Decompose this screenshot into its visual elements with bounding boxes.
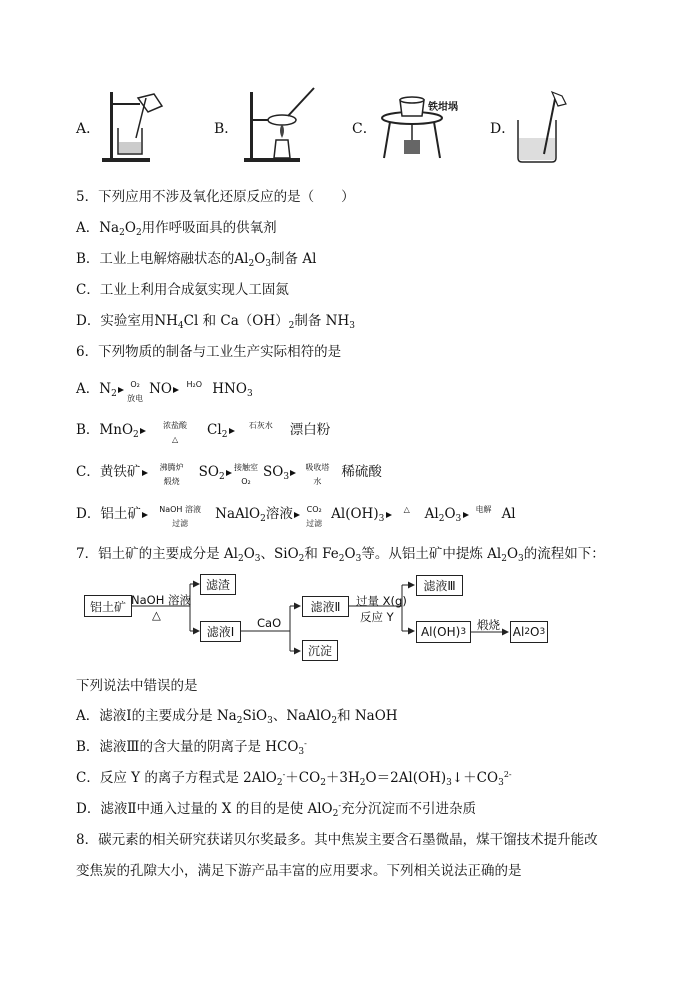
residue-box: 滤渣 xyxy=(200,574,236,595)
q5-option-d: D．实验室用$NH_4Cl$ 和 $Ca(OH)_2$制备 $NH_3$ xyxy=(76,313,355,331)
reaction-y-label: 反应 Y xyxy=(360,610,394,624)
q7-question: 下列说法中错误的是 xyxy=(76,678,198,694)
q7-stem: 7．铝土矿的主要成分是 $Al_2O_3$、SiO$_2$和 $Fe_2O_3$等。从铝土矿中提炼 $Al_2O_3$的流程如下： xyxy=(76,546,605,564)
naoh-label: NaOH 溶液 xyxy=(131,593,192,607)
ore-box: 铝土矿 xyxy=(84,595,132,617)
q7-option-d: D．滤液Ⅱ中通入过量的 X 的目的是使 AlO$_2$-充分沉淀而不引进杂质 xyxy=(76,801,477,819)
excess-x-label: 过量 X(g) xyxy=(356,594,407,608)
filtrate2-box: 滤液Ⅱ xyxy=(302,596,349,617)
q7-option-b: B．滤液Ⅲ的含大量的阴离子是 $HCO_3^-$ xyxy=(76,739,307,757)
q8-line1: 8．碳元素的相关研究获诺贝尔奖最多。其中焦炭主要含石墨微晶，煤干馏技术提升能改 xyxy=(76,832,598,848)
q5-option-a: A．$Na_2O_2$用作呼吸面具的供氧剂 xyxy=(76,220,277,238)
cao-label: CaO xyxy=(257,616,282,630)
option-d-label: D． xyxy=(490,121,516,137)
q6-stem: 6．下列物质的制备与工业生产实际相符的是 xyxy=(76,344,342,360)
q6-option-d: D．铝土矿 NaOH 溶液 过滤 NaAlO$_2$溶液 CO₂ 过滤 $Al(OH)_3$ △ $Al_2O_3$ 电解 Al xyxy=(76,504,516,528)
aloh3-box: Al(OH) 3 xyxy=(416,621,471,643)
option-c-label: C． xyxy=(352,121,377,137)
q5-option-b: B．工业上电解熔融状态的$Al_2O_3$制备 Al xyxy=(76,251,317,269)
option-a-label: A． xyxy=(76,121,101,137)
heat-label: △ xyxy=(152,608,161,622)
filtrate1-box: 滤液Ⅰ xyxy=(200,621,241,642)
q6-option-b: B．MnO$_2$ 浓盐酸 △ $Cl_2$ 石灰水 漂白粉 xyxy=(76,420,331,444)
crucible-label: 铁坩埚 xyxy=(428,102,458,113)
q6-option-c: C．黄铁矿 沸腾炉 煅烧 $SO_2$ 接触室 O₂ $SO_3$ 吸收塔 水 稀硫酸 xyxy=(76,462,382,486)
q6-option-a: A．$N_2$ O₂ 放电 NO H₂O $HNO_3$ xyxy=(76,379,253,403)
precipitate-box: 沉淀 xyxy=(302,640,338,661)
q5-stem: 5．下列应用不涉及氧化还原反应的是（ ） xyxy=(76,189,355,205)
q5-option-c: C．工业上利用合成氨实现人工固氮 xyxy=(76,282,289,298)
calcine-label: 煅烧 xyxy=(477,618,500,632)
q7-option-c: C．反应 Y 的离子方程式是 $2AlO_2^-+CO_2+3H_2O=2Al(OH)_3↓+CO_3^{2-}$ xyxy=(76,770,512,788)
al2o3-box: Al 2 O 3 xyxy=(510,621,548,643)
option-b-label: B． xyxy=(214,121,239,137)
q7-option-a: A．滤液Ⅰ的主要成分是 $Na_2SiO_3$、NaAlO$_2$和 NaOH xyxy=(76,708,398,726)
q8-line2: 变焦炭的孔隙大小，满足下游产品丰富的应用要求。下列相关说法正确的是 xyxy=(76,863,522,879)
filtrate3-box: 滤液Ⅲ xyxy=(416,575,463,596)
